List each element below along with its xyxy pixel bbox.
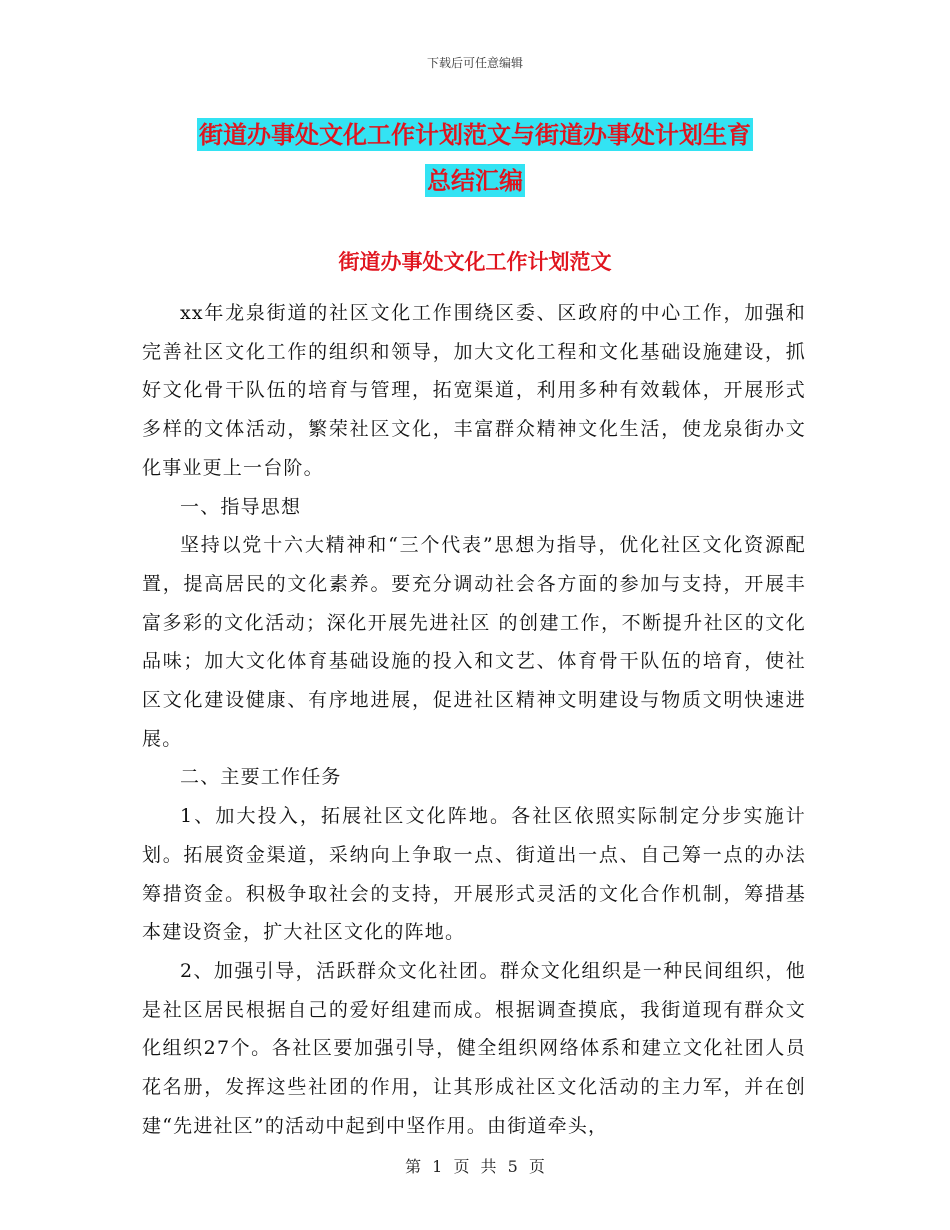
paragraph-intro: xx年龙泉街道的社区文化工作围绕区委、区政府的中心工作，加强和完善社区文化工作的组织和领导，加大文化工程和文化基础设施建设，抓好文化骨干队伍的培育与管理，拓宽渠道，利用多种有效载体，开展形式多样的文体活动，繁荣社区文化，丰富群众精神文化生活，使龙泉街办文化事业更上一台阶。 — [142, 302, 806, 479]
heading-main-tasks: 二、主要工作任务 — [180, 766, 342, 789]
title-line-2: 总结汇编 — [427, 166, 523, 195]
heading-guiding-ideology: 一、指导思想 — [180, 495, 302, 518]
paragraph-task-2: 2、加强引导，活跃群众文化社团。群众文化组织是一种民间组织，他是社区居民根据自己的爱好组建而成。根据调查摸底，我街道现有群众文化组织27个。各社区要加强引导，健全组织网络体系和建立文化社团人员花名册，发挥这些社团的作用，让其形成社区文化活动的主力军，并在创建“先进社区”的活动中起到中坚作用。由街道牵头， — [142, 959, 806, 1137]
title-line-1: 街道办事处文化工作计划范文与街道办事处计划生育 — [199, 120, 751, 149]
body-text — [142, 294, 806, 1145]
section-title: 街道办事处文化工作计划范文 — [338, 249, 612, 274]
paragraph-task-1: 1、加大投入，拓展社区文化阵地。各社区依照实际制定分步实施计划。拓展资金渠道，采纳向上争取一点、街道出一点、自己筹一点的办法筹措资金。积极争取社会的支持，开展形式灵活的文化合作机制，筹措基本建设资金，扩大社区文化的阵地。 — [142, 805, 806, 944]
document-title — [0, 112, 950, 204]
page-footer: 第 1 页 共 5 页 — [405, 1157, 545, 1176]
paragraph-guiding-ideology: 坚持以党十六大精神和“三个代表”思想为指导，优化社区文化资源配置，提高居民的文化素养。要充分调动社会各方面的参加与支持，开展丰富多彩的文化活动；深化开展先进社区 的创建工作，不断提升社区的文化品味；加大文化体育基础设施的投入和文艺、体育骨干队伍的培育，使社区文化建设健康、有序地进展，促进社区精神文明建设与物质文明快速进展。 — [142, 534, 806, 750]
header-note: 下载后可任意编辑 — [426, 56, 523, 70]
